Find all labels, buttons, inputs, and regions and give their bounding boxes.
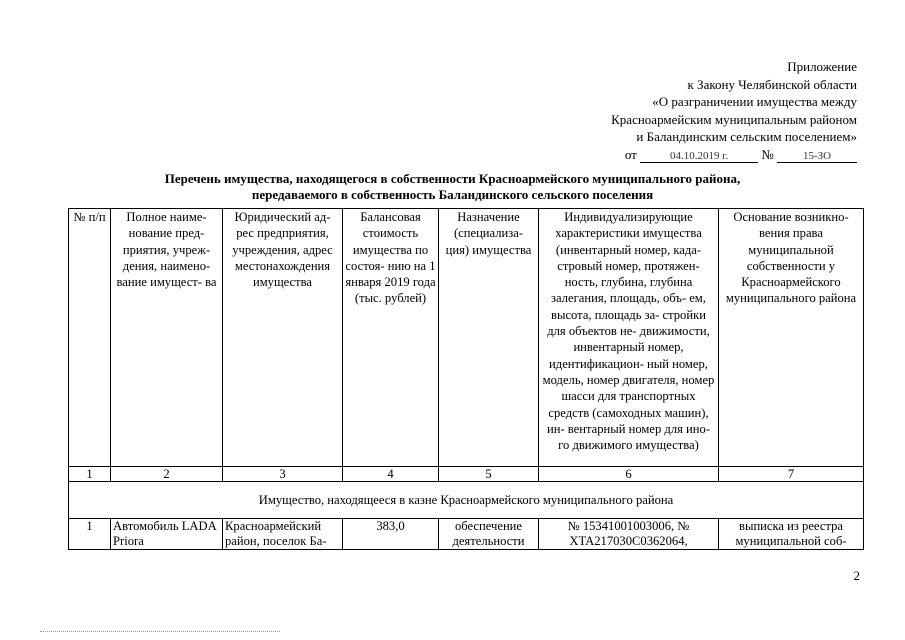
table-header-row bbox=[69, 209, 864, 467]
column-number-row bbox=[69, 467, 864, 482]
page-number: 2 bbox=[853, 568, 860, 583]
title-line-1: Перечень имущества, находящегося в собственности Красноармейского муниципального района, bbox=[164, 171, 741, 186]
section-row bbox=[69, 482, 864, 519]
column-number: 2 bbox=[111, 467, 223, 482]
scan-edge-mark bbox=[40, 631, 280, 632]
column-number: 4 bbox=[343, 467, 439, 482]
row-value: 383,0 bbox=[343, 519, 439, 550]
appendix-line: к Закону Челябинской области bbox=[687, 76, 857, 92]
row-address: Красноармейский район, поселок Ба- bbox=[223, 519, 343, 550]
header-cell-purpose: Назначение (специализа- ция) имущества bbox=[439, 209, 539, 467]
column-number: 5 bbox=[439, 467, 539, 482]
header-cell-characteristics: Индивидуализирующие характеристики имущества (инвентарный номер, када- стровый номер, протяжен- ность, глубина, глубина залегания, площадь, объ- ем, высота, площадь за- стройки для объектов не- движимости, инвентарный номер, идентификацион- ный номер, модель, номер двигателя, номер шасси для транспортных средств (самоходных машин), ин- вентарный номер для ино- го движимого имущества) bbox=[539, 209, 719, 467]
column-number: 1 bbox=[69, 467, 111, 482]
column-number: 7 bbox=[719, 467, 864, 482]
header-cell-number: № п/п bbox=[69, 209, 111, 467]
number-value: 15-ЗО bbox=[777, 150, 857, 163]
row-purpose: обеспечение деятельности bbox=[439, 519, 539, 550]
property-table bbox=[68, 208, 864, 550]
appendix-line: Красноармейским муниципальным районом bbox=[611, 111, 857, 127]
header-cell-name: Полное наиме- нование пред- приятия, учреж- дения, наимено- вание имущест- ва bbox=[111, 209, 223, 467]
row-basis: выписка из реестра муниципальной соб- bbox=[719, 519, 864, 550]
date-prefix: от bbox=[624, 146, 637, 162]
section-title: Имущество, находящееся в казне Красноармейского муниципального района bbox=[69, 482, 864, 519]
appendix-line: Приложение bbox=[787, 59, 857, 74]
appendix-line: «О разграничении имущества между bbox=[652, 94, 857, 109]
column-number: 6 bbox=[539, 467, 719, 482]
number-prefix: № bbox=[761, 146, 774, 162]
appendix-header bbox=[537, 58, 857, 163]
header-cell-basis: Основание возникно- вения права муниципальной собственности у Красноармейского муниципального района bbox=[719, 209, 864, 467]
header-cell-value: Балансовая стоимость имущества по состоя- нию на 1 января 2019 года (тыс. рублей) bbox=[343, 209, 439, 467]
title-line-2: передаваемого в собственность Баландинского сельского поселения bbox=[251, 187, 654, 202]
header-cell-address: Юридический ад- рес предприятия, учреждения, адрес местонахождения имущества bbox=[223, 209, 343, 467]
row-number: 1 bbox=[69, 519, 111, 550]
date-value: 04.10.2019 г. bbox=[640, 150, 758, 163]
row-name: Автомобиль LADA Priora bbox=[111, 519, 223, 550]
document-title bbox=[0, 171, 905, 203]
row-characteristics: № 15341001003006, № XTA217030C0362064, bbox=[539, 519, 719, 550]
appendix-date-line bbox=[537, 146, 857, 164]
appendix-line: и Баландинским сельским поселением» bbox=[636, 129, 857, 144]
column-number: 3 bbox=[223, 467, 343, 482]
table-row bbox=[69, 519, 864, 550]
